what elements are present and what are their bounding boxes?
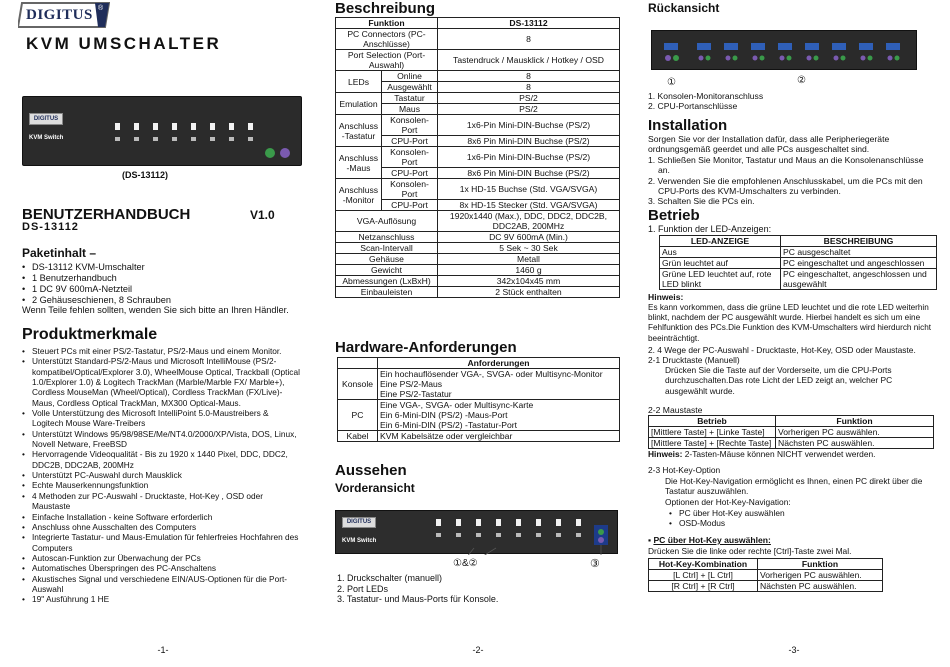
features-heading: Produktmerkmale: [22, 326, 158, 343]
hint-1-label: Hinweis:: [648, 292, 684, 302]
rear-callout-2: ②: [797, 75, 806, 86]
spec-value: 1920x1440 (Max.), DDC, DDC2, DDC2B, DDC2AB, 200MHz: [438, 211, 620, 232]
page-number: -1-: [157, 645, 169, 655]
table-row: [336, 232, 620, 243]
table-row: [338, 358, 620, 369]
spec-label: LEDs: [336, 71, 382, 93]
page-number: -3-: [788, 645, 800, 655]
page-2: [333, 0, 623, 667]
list-item: • 1 Benutzerhandbuch: [22, 273, 308, 284]
mouse-operation: [Mittlere Taste] + [Rechte Taste]: [649, 438, 776, 449]
requirement-item: Eine PS/2-Tastatur: [380, 389, 452, 399]
hotkey-header: Funktion: [758, 559, 883, 570]
spec-sublabel: Tastatur: [382, 93, 438, 104]
spec-value: PS/2: [438, 93, 620, 104]
spec-sublabel: CPU-Port: [382, 200, 438, 211]
front-panel-buttons-icon: [336, 511, 619, 555]
list-item: • Unterstützt Standard-PS/2-Maus und Microsoft IntelliMouse (PS/2-kompatibel/Optical/Explorer 3.0), WheelMouse Optical, Trackball (Optical 1.0/Explorer 1.0) & Logitech TrackMan (Marble/Marble FX/ Marble+), Cordless MouseMan (Wheel/Optical), Cordless TrackMan (FX/Live)-Maus, Cordless Optical TrackMan, MX300 Optical-Maus.: [22, 356, 302, 408]
spec-value: Metall: [438, 254, 620, 265]
front-view-image: [335, 510, 618, 554]
spec-value: 1x6-Pin Mini-DIN-Buchse (PS/2): [438, 147, 620, 168]
list-item: • Echte Mauserkennungsfunktion: [22, 480, 302, 490]
spec-sublabel: Konsolen-Port: [382, 147, 438, 168]
list-item: • Hervorragende Videoqualität - Bis zu 1920 x 1440 Pixel, DDC, DDC2, DDC2B, DDC2AB, 200MHz: [22, 449, 302, 470]
table-row: [336, 243, 620, 254]
requirement-item: Ein 6-Mini-DIN (PS/2) -Maus-Port: [380, 410, 508, 420]
model-number: DS-13112: [22, 221, 79, 233]
rear-view-image: [651, 30, 917, 70]
installation-steps: [648, 155, 933, 206]
requirement-item: KVM Kabelsätze oder vergleichbar: [378, 431, 620, 442]
table-row: [649, 427, 934, 438]
spec-label: Emulation: [336, 93, 382, 115]
table-row: [336, 287, 620, 298]
spec-label: Gewicht: [336, 265, 438, 276]
spec-value: 5 Sek ~ 30 Sek: [438, 243, 620, 254]
front-view-heading: Vorderansicht: [335, 481, 415, 495]
spec-table: [335, 17, 620, 298]
led-header: LED-ANZEIGE: [660, 236, 781, 247]
spec-value: 8x6 Pin Mini-DIN Buchse (PS/2): [438, 168, 620, 179]
installation-intro: Sorgen Sie vor der Installation dafür, dass alle Peripheriegeräte ordnungsgemäß geerdet und alle PCs ausgeschaltet sind.: [648, 134, 890, 155]
description-heading: Beschreibung: [335, 0, 436, 17]
list-item: • Volle Unterstützung des Microsoft IntelliPoint 5.0-Maustreibers & Logitech Mouse Ware-Treibers: [22, 408, 302, 429]
spec-sublabel: Konsolen-Port: [382, 115, 438, 136]
operation-heading: Betrieb: [648, 207, 700, 224]
hardware-category: Konsole: [338, 369, 378, 400]
spec-sublabel: Ausgewählt: [382, 82, 438, 93]
hotkey-options-intro: Optionen der Hot-Key-Navigation:: [665, 497, 791, 507]
list-item: 3. Schalten Sie die PCs ein.: [648, 196, 755, 207]
spec-value: 1460 g: [438, 265, 620, 276]
spec-sublabel: Maus: [382, 104, 438, 115]
package-heading: Paketinhalt –: [22, 246, 97, 260]
manual-title: BENUTZERHANDBUCH: [22, 206, 191, 223]
spec-label: VGA-Auflösung: [336, 211, 438, 232]
hardware-requirements: [378, 400, 620, 431]
table-row: [336, 29, 620, 50]
device-front-panel-icon: [23, 97, 303, 167]
spec-value: 8x6 Pin Mini-DIN Buchse (PS/2): [438, 136, 620, 147]
device-label: KVM Switch: [29, 135, 64, 141]
installation-heading: Installation: [648, 117, 728, 134]
bullet-icon: ▪: [648, 535, 654, 545]
callout-3: ③: [590, 558, 600, 570]
list-item: 1. Konsolen-Monitoranschluss: [648, 91, 764, 101]
list-item: • 19" Ausführung 1 HE: [22, 594, 302, 604]
spec-label: Einbauleisten: [336, 287, 438, 298]
led-description: PC eingeschaltet, angeschlossen und ausgewählt: [781, 269, 937, 290]
spec-sublabel: Online: [382, 71, 438, 82]
spec-label: Anschluss -Maus: [336, 147, 382, 179]
led-header: BESCHREIBUNG: [781, 236, 937, 247]
led-description: PC eingeschaltet und angeschlossen: [781, 258, 937, 269]
front-logo-plate: DIGITUS: [342, 517, 376, 528]
spec-value: 8: [438, 29, 620, 50]
digitus-logo: [18, 2, 110, 28]
list-item: 2. Verwenden Sie die empfohlenen Anschlusskabel, um die PCs mit den CPU-Ports des KVM-Umschalters zu verbinden.: [648, 175, 923, 196]
table-row: [336, 179, 620, 200]
table-row: [336, 18, 620, 29]
spec-value: PS/2: [438, 104, 620, 115]
list-item: • 1 DC 9V 600mA-Netzteil: [22, 284, 308, 295]
front-view-list: [337, 573, 498, 605]
spec-label: Anschluss -Monitor: [336, 179, 382, 211]
hotkey-heading: [648, 535, 771, 545]
list-item: • Integrierte Tastatur- und Maus-Emulation für fehlerfreies Hochfahren des Computers: [22, 532, 302, 553]
document-title: KVM UMSCHALTER: [26, 34, 222, 53]
list-item: • 4 Methoden zur PC-Auswahl - Drucktaste, Hot-Key , OSD oder Maustaste: [22, 491, 302, 512]
spec-value: 1x HD-15 Buchse (Std. VGA/SVGA): [438, 179, 620, 200]
hotkey-intro: Drücken Sie die linke oder rechte [Ctrl]-Taste zwei Mal.: [648, 546, 852, 556]
section-2-3-text: Die Hot-Key-Navigation ermöglicht es Ihnen, einen PC direkt über die Tastatur auszuwählen.: [665, 476, 923, 497]
table-row: [338, 431, 620, 442]
mouse-function: Nächsten PC auswählen.: [776, 438, 934, 449]
rear-view-heading: Rückansicht: [648, 1, 720, 15]
mouse-function: Vorherigen PC auswählen.: [776, 427, 934, 438]
list-item: 3. Tastatur- und Maus-Ports für Konsole.: [337, 594, 499, 605]
device-logo-plate: DIGITUS: [29, 113, 63, 125]
mouse-operation: [Mittlere Taste] + [Linke Taste]: [649, 427, 776, 438]
list-item: • DS-13112 KVM-Umschalter: [22, 262, 308, 273]
requirement-item: Ein hochauflösender VGA-, SVGA- oder Multisync-Monitor: [380, 369, 603, 379]
led-state: Grün leuchtet auf: [660, 258, 781, 269]
table-row: [649, 570, 883, 581]
requirement-item: Ein 6-Mini-DIN (PS/2) -Tastatur-Port: [380, 420, 518, 430]
logo-registered-mark: ®: [98, 5, 104, 12]
table-row: [660, 236, 937, 247]
mouse-table: [648, 415, 934, 449]
list-item: • 2 Gehäuseschienen, 8 Schrauben: [22, 295, 308, 306]
hotkey-options-list: [669, 508, 785, 529]
appearance-heading: Aussehen: [335, 462, 407, 479]
table-row: [660, 269, 937, 290]
spec-value: 2 Stück enthalten: [438, 287, 620, 298]
table-row: [336, 115, 620, 136]
section-2-1-text: Drücken Sie die Taste auf der Vorderseite, um die CPU-Ports durchzuschalten.Das rote Licht der LED zeigt an, welcher PC ausgewählt wurde.: [665, 365, 893, 396]
table-row: [336, 147, 620, 168]
spec-value: Tastendruck / Mausklick / Hotkey / OSD: [438, 50, 620, 71]
spec-label: Gehäuse: [336, 254, 438, 265]
spec-label: Anschluss -Tastatur: [336, 115, 382, 147]
spec-value: 8: [438, 82, 620, 93]
section-2-2-heading: 2-2 Maustaste: [648, 405, 703, 415]
hardware-category: Kabel: [338, 431, 378, 442]
hint-2-text: 2-Tasten-Mäuse können NICHT verwendet werden.: [684, 449, 876, 459]
page-3: [645, 0, 943, 667]
mouse-header: Funktion: [776, 416, 934, 427]
spec-value: 342x104x45 mm: [438, 276, 620, 287]
hint-1-text: Es kann vorkommen, dass die grüne LED leuchtet und die rote LED weiterhin blinkt, nachdem der PC ausgewählt wurde. Hierbei handelt es sich um eine Fehlfunktion des PCs.Die Funktion des KVM-Umschalters wird hierdurch nicht beeinträchtigt.: [648, 303, 932, 343]
table-row: [336, 211, 620, 232]
table-row: [336, 254, 620, 265]
hardware-category: PC: [338, 400, 378, 431]
requirement-item: Eine PS/2-Maus: [380, 379, 443, 389]
spec-value: 1x6-Pin Mini-DIN-Buchse (PS/2): [438, 115, 620, 136]
logo-text: DIGITUS: [26, 7, 93, 23]
list-item: • OSD-Modus: [669, 518, 785, 528]
spec-label: Netzanschluss: [336, 232, 438, 243]
requirement-item: Eine VGA-, SVGA- oder Multisync-Karte: [380, 400, 534, 410]
list-item: • Einfache Installation - keine Software erforderlich: [22, 512, 302, 522]
package-note: Wenn Teile fehlen sollten, wenden Sie sich bitte an Ihren Händler.: [22, 305, 289, 315]
spec-label: Scan-Intervall: [336, 243, 438, 254]
list-item: 2. Port LEDs: [337, 583, 389, 594]
led-function-intro: 1. Funktion der LED-Anzeigen:: [648, 224, 772, 234]
spec-label: PC Connectors (PC-Anschlüsse): [336, 29, 438, 50]
kvm-device-image: [22, 96, 302, 166]
list-item: • PC über Hot-Key auswählen: [669, 508, 785, 518]
led-description: PC ausgeschaltet: [781, 247, 937, 258]
hardware-heading: Hardware-Anforderungen: [335, 339, 517, 356]
spec-sublabel: CPU-Port: [382, 136, 438, 147]
led-state: Grüne LED leuchtet auf, rote LED blinkt: [660, 269, 781, 290]
front-device-label: KVM Switch: [342, 538, 377, 544]
page-number: -2-: [472, 645, 484, 655]
list-item: 1. Druckschalter (manuell): [337, 573, 443, 583]
table-row: [649, 581, 883, 592]
hotkey-function: Vorherigen PC auswählen.: [758, 570, 883, 581]
hotkey-heading-text: PC über Hot-Key auswählen:: [653, 535, 771, 545]
hotkey-combination: [L Ctrl] + [L Ctrl]: [649, 570, 758, 581]
spec-sublabel: CPU-Port: [382, 168, 438, 179]
hotkey-combination: [R Ctrl] + [R Ctrl]: [649, 581, 758, 592]
hint-2: [648, 449, 875, 459]
spec-sublabel: Konsolen-Port: [382, 179, 438, 200]
table-row: [336, 93, 620, 104]
hotkey-function: Nächsten PC auswählen.: [758, 581, 883, 592]
callout-1-2: ①&②: [453, 558, 478, 569]
table-row: [649, 559, 883, 570]
table-row: [336, 71, 620, 82]
empty-cell: [338, 358, 378, 369]
rear-panel-ports-icon: [652, 31, 918, 71]
rear-view-list: [648, 91, 763, 112]
list-item: • Unterstützt PC-Auswahl durch Mausklick: [22, 470, 302, 480]
list-item: 1. Schließen Sie Monitor, Tastatur und Maus an die Konsolenanschlüsse an.: [648, 155, 924, 176]
list-item: • Anschluss ohne Ausschalten des Computers: [22, 522, 302, 532]
spec-value: DC 9V 600mA (Min.): [438, 232, 620, 243]
list-item: • Automatisches Überspringen des PC-Anschaltens: [22, 563, 302, 573]
hotkey-header: Hot-Key-Kombination: [649, 559, 758, 570]
spec-value: 8x HD-15 Stecker (Std. VGA/SVGA): [438, 200, 620, 211]
hardware-table: [337, 357, 620, 442]
page-1: [18, 0, 308, 667]
spec-value: 8: [438, 71, 620, 82]
led-table: [659, 235, 937, 290]
table-row: [338, 369, 620, 400]
selection-methods: 2. 4 Wege der PC-Auswahl - Drucktaste, Hot-Key, OSD oder Maustaste.: [648, 345, 916, 355]
hardware-header: Anforderungen: [378, 358, 620, 369]
spec-label: Port Selection (Port-Auswahl): [336, 50, 438, 71]
list-item: • Autoscan-Funktion zur Überwachung der PCs: [22, 553, 302, 563]
table-row: [660, 258, 937, 269]
hint-2-label: Hinweis:: [648, 449, 683, 459]
spec-label: Abmessungen (LxBxH): [336, 276, 438, 287]
hotkey-table: [648, 558, 883, 592]
features-list: [22, 346, 302, 605]
spec-header-function: Funktion: [336, 18, 438, 29]
table-row: [336, 50, 620, 71]
table-row: [336, 265, 620, 276]
device-caption: (DS-13112): [122, 170, 169, 180]
package-list: [22, 262, 308, 306]
rear-callout-1: ①: [667, 77, 676, 88]
list-item: • Unterstützt Windows 95/98/98SE/Me/NT4.0/2000/XP/Vista, DOS, Linux, Novell Netware, FreeBSD: [22, 429, 302, 450]
table-row: [336, 276, 620, 287]
table-row: [649, 438, 934, 449]
section-2-1-heading: 2-1 Drucktaste (Manuell): [648, 355, 740, 365]
list-item: 2. CPU-Portanschlüsse: [648, 101, 738, 112]
mouse-header: Betrieb: [649, 416, 776, 427]
list-item: • Steuert PCs mit einer PS/2-Tastatur, PS/2-Maus und einem Monitor.: [22, 346, 302, 356]
table-row: [649, 416, 934, 427]
section-2-3-heading: 2-3 Hot-Key-Option: [648, 465, 721, 475]
table-row: [660, 247, 937, 258]
list-item: • Akustisches Signal und verschiedene EIN/AUS-Optionen für die Port-Auswahl: [22, 574, 302, 595]
manual-version: V1.0: [250, 208, 275, 222]
spec-header-model: DS-13112: [438, 18, 620, 29]
led-state: Aus: [660, 247, 781, 258]
hardware-requirements: [378, 369, 620, 400]
table-row: [338, 400, 620, 431]
